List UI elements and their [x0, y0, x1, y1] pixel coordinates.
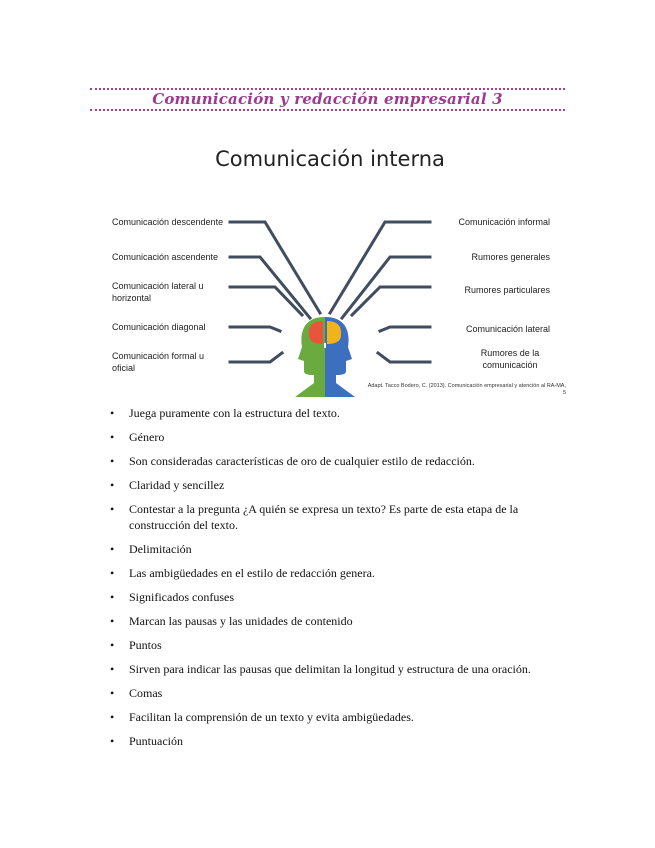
connector-left-5: [230, 353, 282, 362]
list-item: • Claridad y sencillez: [110, 477, 560, 493]
label-left-4: Comunicación diagonal: [112, 322, 206, 332]
label-right-4: Comunicación lateral: [465, 324, 550, 334]
list-item: • Delimitación: [110, 541, 560, 557]
connector-left-1: [230, 222, 320, 313]
diagram-title: Comunicación interna: [215, 147, 445, 171]
list-item: • Puntos: [110, 637, 560, 653]
list-item: • Contestar a la pregunta ¿A quién se expresa un texto? Es parte de esta etapa de la construcción del texto.: [110, 501, 560, 533]
list-item: • Marcan las pausas y las unidades de contenido: [110, 613, 560, 629]
label-right-3: Rumores particulares: [464, 285, 550, 295]
document-header-title: Comunicación y redacción empresarial 3: [152, 90, 503, 108]
list-item: • Las ambigüedades en el estilo de redacción genera.: [110, 565, 560, 581]
list-item: • Puntuación: [110, 733, 560, 749]
label-left-3: Comunicación lateral u horizontal: [112, 281, 204, 303]
header-rule-bottom: [90, 109, 565, 111]
label-left-5: Comunicación formal u oficial: [112, 351, 205, 373]
list-item: • Sirven para indicar las pausas que delimitan la longitud y estructura de una oración.: [110, 661, 560, 677]
list-item: • Comas: [110, 685, 560, 701]
bullet-list: [110, 405, 560, 757]
label-right-5: Rumores de la comunicación: [480, 348, 540, 370]
list-item: • Facilitan la comprensión de un texto y evita ambigüedades.: [110, 709, 560, 725]
label-left-2: Comunicación ascendente: [112, 252, 219, 262]
connector-left-3: [230, 287, 302, 315]
label-right-2: Rumores generales: [471, 252, 550, 262]
label-right-1: Comunicación informal: [458, 217, 550, 227]
connector-right-5: [378, 353, 430, 362]
head-with-brain-icon: [295, 317, 355, 397]
label-left-1: Comunicación descendente: [112, 217, 224, 227]
internal-communication-diagram: [90, 135, 570, 405]
list-item: • Género: [110, 429, 560, 445]
list-item: • Juega puramente con la estructura del texto.: [110, 405, 560, 421]
list-item: • Significados confuses: [110, 589, 560, 605]
figure-citation: Adapt. Tacco Bodero, C. (2013). Comunicación empresarial y atención al RA-MA, 5: [367, 383, 566, 396]
list-item: • Son consideradas características de oro de cualquier estilo de redacción.: [110, 453, 560, 469]
